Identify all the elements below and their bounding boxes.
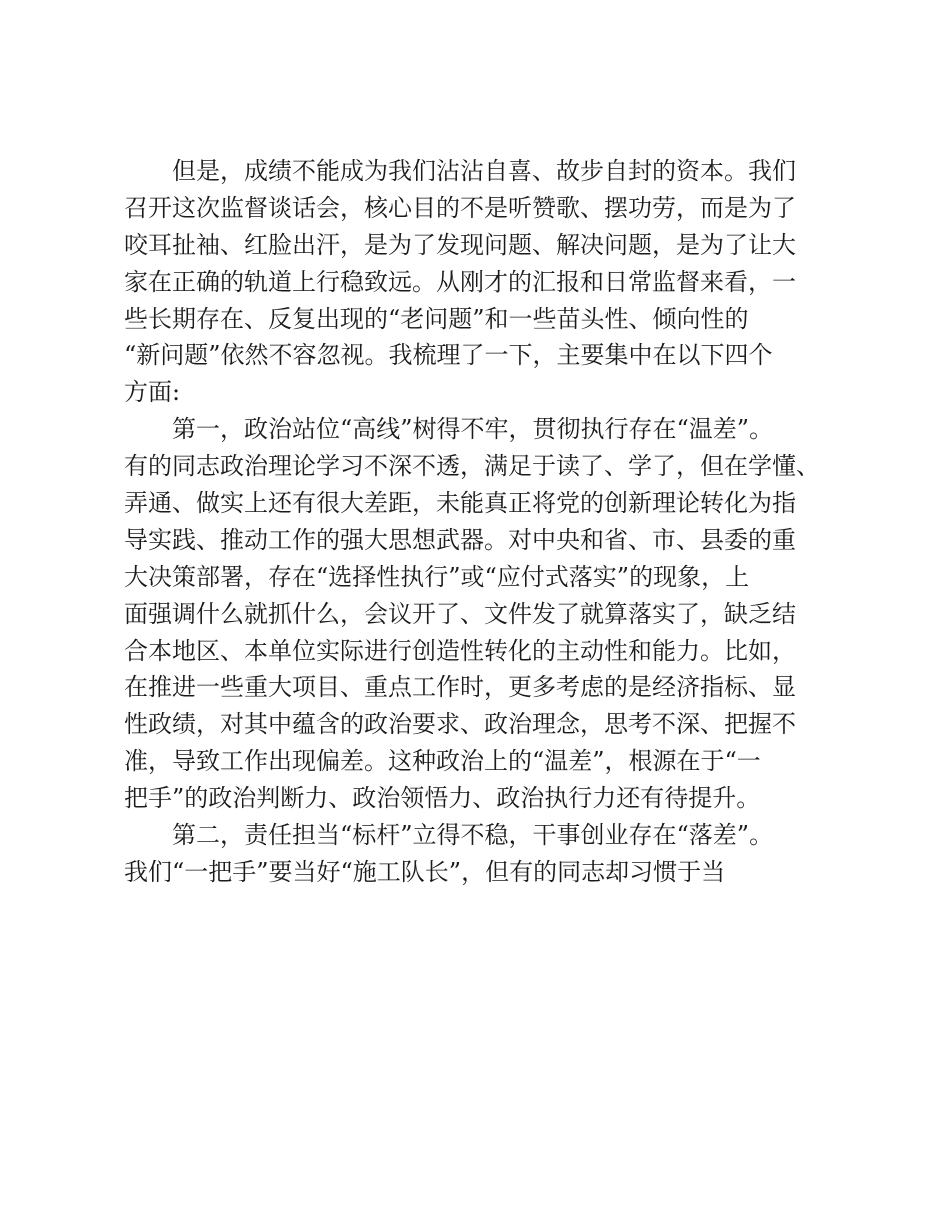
paragraph-line: 弄通、做实上还有很大差距，未能真正将党的创新理论转化为指 xyxy=(124,489,796,518)
paragraph-line: 咬耳扯袖、红脸出汗，是为了发现问题、解决问题，是为了让大 xyxy=(124,230,796,259)
paragraph-line: 准，导致工作出现偏差。这种政治上的“温差”，根源在于“一 xyxy=(124,747,761,776)
paragraph-line: 但是，成绩不能成为我们沾沾自喜、故步自封的资本。我们 xyxy=(172,157,796,185)
paragraph-line: 我们“一把手”要当好“施工队长”，但有的同志却习惯于当 xyxy=(124,857,726,886)
paragraph-line: 把手”的政治判断力、政治领悟力、政治执行力还有待提升。 xyxy=(124,784,761,813)
paragraph-line: 有的同志政治理论学习不深不透，满足于读了、学了，但在学懂、 xyxy=(124,452,820,481)
paragraph-line: 方面: xyxy=(124,378,181,407)
paragraph-line: 面强调什么就抓什么，会议开了、文件发了就算落实了，缺乏结 xyxy=(124,599,796,628)
paragraph-line: 第一，政治站位“高线”树得不牢，贯彻执行存在“温差”。 xyxy=(172,415,774,444)
body-text xyxy=(124,153,844,891)
paragraph-line: 性政绩，对其中蕴含的政治要求、政治理念，思考不深、把握不 xyxy=(124,710,796,739)
paragraph-line: 大决策部署，存在“选择性执行”或“应付式落实”的现象，上 xyxy=(124,562,750,591)
paragraph-line: 召开这次监督谈话会，核心目的不是听赞歌、摆功劳，而是为了 xyxy=(124,193,796,222)
paragraph-line: 在推进一些重大项目、重点工作时，更多考虑的是经济指标、显 xyxy=(124,673,796,702)
paragraph-line: 些长期存在、反复出现的“老问题”和一些苗头性、倾向性的 xyxy=(124,304,749,333)
paragraph-line: 导实践、推动工作的强大思想武器。对中央和省、市、县委的重 xyxy=(124,525,796,554)
paragraph-line: 第二，责任担当“标杆”立得不稳，干事创业存在“落差”。 xyxy=(172,821,774,850)
paragraph-line: “新问题”依然不容忽视。我梳理了一下，主要集中在以下四个 xyxy=(124,341,773,370)
paragraph-line: 合本地区、本单位实际进行创造性转化的主动性和能力。比如， xyxy=(124,636,796,665)
paragraph-line: 家在正确的轨道上行稳致远。从刚才的汇报和日常监督来看，一 xyxy=(124,267,796,296)
